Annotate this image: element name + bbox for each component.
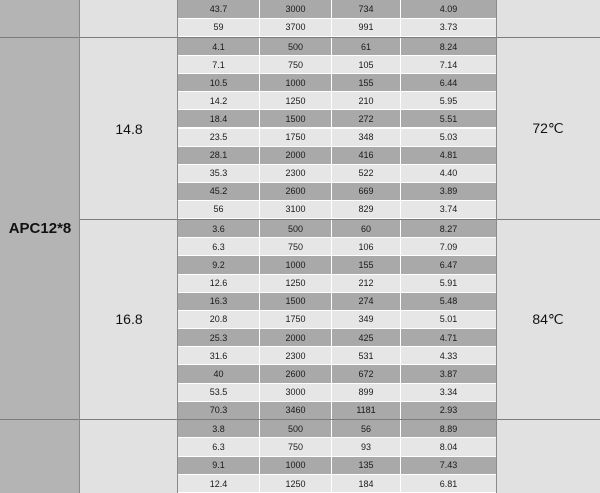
table-row — [178, 165, 496, 182]
table-cell: 734 — [332, 0, 401, 18]
table-cell: 750 — [260, 56, 332, 73]
table-cell: 1250 — [260, 92, 332, 109]
table-cell: 105 — [332, 56, 401, 73]
table-row — [178, 74, 496, 91]
column-divider — [177, 0, 178, 493]
table-row — [178, 420, 496, 437]
table-cell: 3.8 — [178, 420, 260, 437]
table-cell: 45.2 — [178, 183, 260, 200]
table-row — [178, 402, 496, 419]
table-row — [178, 347, 496, 364]
table-cell: 500 — [260, 420, 332, 437]
table-cell: 3.73 — [439, 22, 458, 33]
table-cell: 7.09 — [439, 241, 458, 252]
table-row — [178, 110, 496, 127]
table-cell: 106 — [332, 238, 401, 255]
group-separator — [0, 37, 600, 38]
table-row — [178, 0, 496, 18]
table-cell: 14.2 — [178, 92, 260, 109]
table-cell: 12.6 — [178, 275, 260, 292]
table-row — [178, 183, 496, 200]
table-cell: 2000 — [260, 147, 332, 164]
table-cell: 40 — [178, 365, 260, 382]
table-cell: 6.44 — [439, 77, 458, 88]
table-cell: 2600 — [260, 183, 332, 200]
table-cell: 7.1 — [178, 56, 260, 73]
table-cell: 531 — [332, 347, 401, 364]
table-cell: 2000 — [260, 329, 332, 346]
table-cell: 1500 — [260, 293, 332, 310]
table-cell: 5.03 — [439, 132, 458, 143]
table-cell: 6.3 — [178, 438, 260, 455]
table-cell: 3.74 — [439, 204, 458, 215]
table-cell: 899 — [332, 384, 401, 401]
table-cell: 23.5 — [178, 129, 260, 146]
table-cell: 2.93 — [439, 405, 458, 416]
table-cell: 7.14 — [439, 59, 458, 70]
table-cell: 5.91 — [439, 278, 458, 289]
table-cell: 1750 — [260, 311, 332, 328]
table-row — [178, 256, 496, 273]
table-cell: 5.01 — [439, 314, 458, 325]
table-cell: 3.34 — [439, 387, 458, 398]
table-cell: 1000 — [260, 457, 332, 474]
table-cell: 1000 — [260, 256, 332, 273]
table-cell: 522 — [332, 165, 401, 182]
table-cell: 31.6 — [178, 347, 260, 364]
table-cell: 274 — [332, 293, 401, 310]
table-cell: 750 — [260, 238, 332, 255]
table-row — [178, 38, 496, 55]
table-cell: 5.95 — [439, 95, 458, 106]
table-cell: 70.3 — [178, 402, 260, 419]
table-cell: 3.89 — [439, 186, 458, 197]
table-cell: 155 — [332, 74, 401, 91]
table-cell: 1181 — [332, 402, 401, 419]
table-cell: 155 — [332, 256, 401, 273]
table-cell: 2300 — [260, 347, 332, 364]
table-cell: 60 — [332, 220, 401, 237]
column-divider — [79, 0, 80, 493]
table-cell: 348 — [332, 129, 401, 146]
table-row — [178, 92, 496, 109]
table-cell: 4.09 — [439, 3, 458, 14]
table-cell: 8.89 — [439, 423, 458, 434]
table-cell: 1000 — [260, 74, 332, 91]
table-cell: 3100 — [260, 201, 332, 218]
table-cell: 3700 — [260, 19, 332, 37]
table-row — [178, 201, 496, 218]
table-cell: 53.5 — [178, 384, 260, 401]
table-row — [178, 475, 496, 492]
table-cell: 425 — [332, 329, 401, 346]
table-row — [178, 293, 496, 310]
table-cell: 20.8 — [178, 311, 260, 328]
table-cell: 3.6 — [178, 220, 260, 237]
table-cell: 500 — [260, 38, 332, 55]
table-cell: 6.3 — [178, 238, 260, 255]
model-label: APC12*8 — [8, 220, 72, 237]
table-cell: 3000 — [260, 0, 332, 18]
temperature-label-1: 72℃ — [532, 120, 564, 136]
table-cell: 4.1 — [178, 38, 260, 55]
table-cell: 35.3 — [178, 165, 260, 182]
table-cell: 4.40 — [439, 168, 458, 179]
table-cell: 210 — [332, 92, 401, 109]
table-row — [178, 129, 496, 146]
table-cell: 5.48 — [439, 296, 458, 307]
table-cell: 16.3 — [178, 293, 260, 310]
table-row — [178, 438, 496, 455]
table-cell: 12.4 — [178, 475, 260, 492]
table-cell: 991 — [332, 19, 401, 37]
table-row — [178, 329, 496, 346]
table-cell: 4.71 — [439, 332, 458, 343]
group-separator — [80, 219, 600, 220]
table-cell: 6.81 — [439, 478, 458, 489]
table-cell: 93 — [332, 438, 401, 455]
table-cell: 7.43 — [439, 460, 458, 471]
table-cell: 500 — [260, 220, 332, 237]
table-cell: 8.24 — [439, 41, 458, 52]
temperature-label-2: 84℃ — [532, 310, 564, 327]
table-cell: 10.5 — [178, 74, 260, 91]
table-cell: 56 — [178, 201, 260, 218]
table-cell: 4.81 — [439, 150, 458, 161]
table-cell: 9.2 — [178, 256, 260, 273]
table-row — [178, 365, 496, 382]
column-divider — [496, 0, 497, 493]
table-cell: 6.47 — [439, 259, 458, 270]
table-cell: 2600 — [260, 365, 332, 382]
table-cell: 184 — [332, 475, 401, 492]
table-cell: 829 — [332, 201, 401, 218]
table-cell: 2300 — [260, 165, 332, 182]
table-cell: 9.1 — [178, 457, 260, 474]
table-cell: 750 — [260, 438, 332, 455]
group-separator — [0, 419, 600, 420]
table-cell: 349 — [332, 311, 401, 328]
table-cell: 135 — [332, 457, 401, 474]
table-cell: 43.7 — [178, 0, 260, 18]
table-row — [178, 56, 496, 73]
table-row — [178, 457, 496, 474]
table-cell: 669 — [332, 183, 401, 200]
table-cell: 3460 — [260, 402, 332, 419]
table-cell: 1250 — [260, 275, 332, 292]
table-cell: 272 — [332, 110, 401, 127]
table-cell: 8.04 — [439, 441, 458, 452]
table-cell: 1750 — [260, 129, 332, 146]
table-cell: 3000 — [260, 384, 332, 401]
table-cell: 212 — [332, 275, 401, 292]
table-cell: 8.27 — [439, 223, 458, 234]
voltage-label-1: 14.8 — [115, 120, 143, 137]
table-cell: 59 — [178, 19, 260, 37]
table-cell: 672 — [332, 365, 401, 382]
table-row — [178, 147, 496, 164]
table-cell: 5.51 — [439, 113, 458, 124]
table-cell: 18.4 — [178, 110, 260, 127]
table-row — [178, 384, 496, 401]
table-cell: 416 — [332, 147, 401, 164]
table-row — [178, 220, 496, 237]
table-cell: 4.33 — [439, 350, 458, 361]
table-cell: 61 — [332, 38, 401, 55]
table-row — [178, 19, 496, 37]
table-row — [178, 311, 496, 328]
table-row — [178, 238, 496, 255]
table-cell: 3.87 — [439, 369, 458, 380]
voltage-label-2: 16.8 — [115, 311, 143, 327]
table-cell: 1500 — [260, 110, 332, 127]
table-cell: 56 — [332, 420, 401, 437]
table-row — [178, 275, 496, 292]
table-cell: 1250 — [260, 475, 332, 492]
table-cell: 25.3 — [178, 329, 260, 346]
table-cell: 28.1 — [178, 147, 260, 164]
